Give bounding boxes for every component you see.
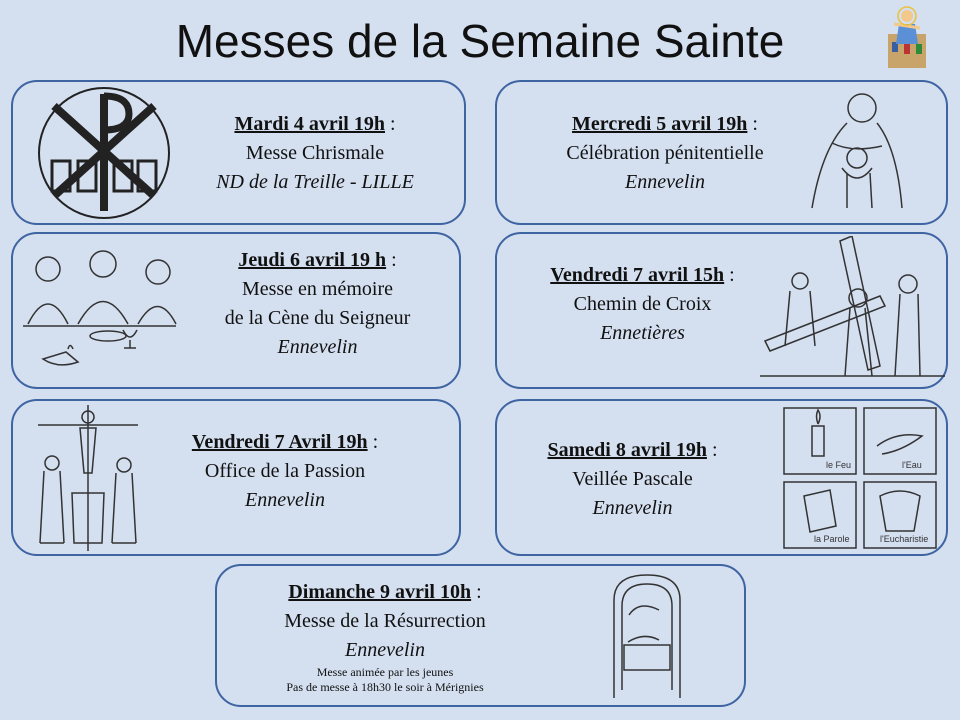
- event-heading: Vendredi 7 avril 15h: [550, 264, 725, 286]
- event-description: Messe de la Résurrection: [284, 610, 486, 632]
- event-place: Ennevelin: [625, 171, 705, 193]
- event-place: Ennevelin: [277, 336, 358, 358]
- event-heading: Mardi 4 avril 19h: [234, 113, 385, 135]
- heading-suffix: :: [706, 439, 718, 461]
- vigil-label-eucharist: l'Eucharistie: [880, 534, 929, 544]
- event-description: Chemin de Croix: [573, 293, 712, 315]
- vigil-label-word: la Parole: [814, 534, 850, 544]
- event-description-2: de la Cène du Seigneur: [224, 307, 411, 329]
- event-note-no-mass: Pas de messe à 18h30 le soir à Mérignies: [286, 680, 484, 694]
- easter-vigil-illustration: [782, 406, 942, 552]
- parish-logo: [884, 4, 930, 70]
- event-place: Ennevelin: [592, 497, 673, 519]
- event-text-mercredi: [535, 110, 795, 197]
- prodigal-son-illustration: [802, 88, 912, 213]
- heading-suffix: :: [367, 431, 379, 453]
- heading-suffix: :: [386, 249, 397, 271]
- event-description: Messe en mémoire: [241, 278, 394, 300]
- empty-tomb-illustration: [604, 570, 690, 700]
- way-of-cross-illustration: [760, 236, 945, 384]
- heading-suffix: :: [384, 113, 396, 135]
- event-heading: Mercredi 5 avril 19h: [572, 113, 748, 135]
- last-supper-illustration: [18, 244, 178, 374]
- event-note-youth: Messe animée par les jeunes: [316, 665, 454, 679]
- event-heading: Samedi 8 avril 19h: [547, 439, 707, 461]
- event-text-mardi: [180, 110, 450, 197]
- event-place: Ennevelin: [245, 489, 325, 511]
- event-place: Ennevelin: [345, 639, 425, 661]
- event-heading: Dimanche 9 avril 10h: [288, 581, 472, 603]
- heading-suffix: :: [747, 113, 758, 135]
- heading-suffix: :: [471, 581, 482, 603]
- heading-suffix: :: [724, 264, 735, 286]
- event-text-vendredi-croix: [525, 261, 760, 348]
- chi-rho-icon: [34, 86, 174, 220]
- event-description: Messe Chrismale: [245, 142, 385, 164]
- event-heading: Jeudi 6 avril 19 h: [238, 249, 387, 271]
- event-place: ND de la Treille - LILLE: [216, 171, 414, 193]
- crucifixion-illustration: [32, 403, 144, 553]
- event-place: Ennetières: [600, 322, 685, 344]
- event-description: Célébration pénitentielle: [566, 142, 764, 164]
- event-text-dimanche: [240, 578, 530, 695]
- vigil-label-water: l'Eau: [902, 460, 922, 470]
- event-heading: Vendredi 7 Avril 19h: [191, 431, 368, 453]
- event-description: Veillée Pascale: [572, 468, 693, 490]
- event-description: Office de la Passion: [204, 460, 366, 482]
- event-text-vendredi-passion: [160, 428, 410, 515]
- vigil-label-fire: le Feu: [826, 460, 852, 470]
- event-text-jeudi: [195, 246, 440, 362]
- event-text-samedi: [515, 436, 750, 523]
- page-title: Messes de la Semaine Sainte: [175, 15, 785, 67]
